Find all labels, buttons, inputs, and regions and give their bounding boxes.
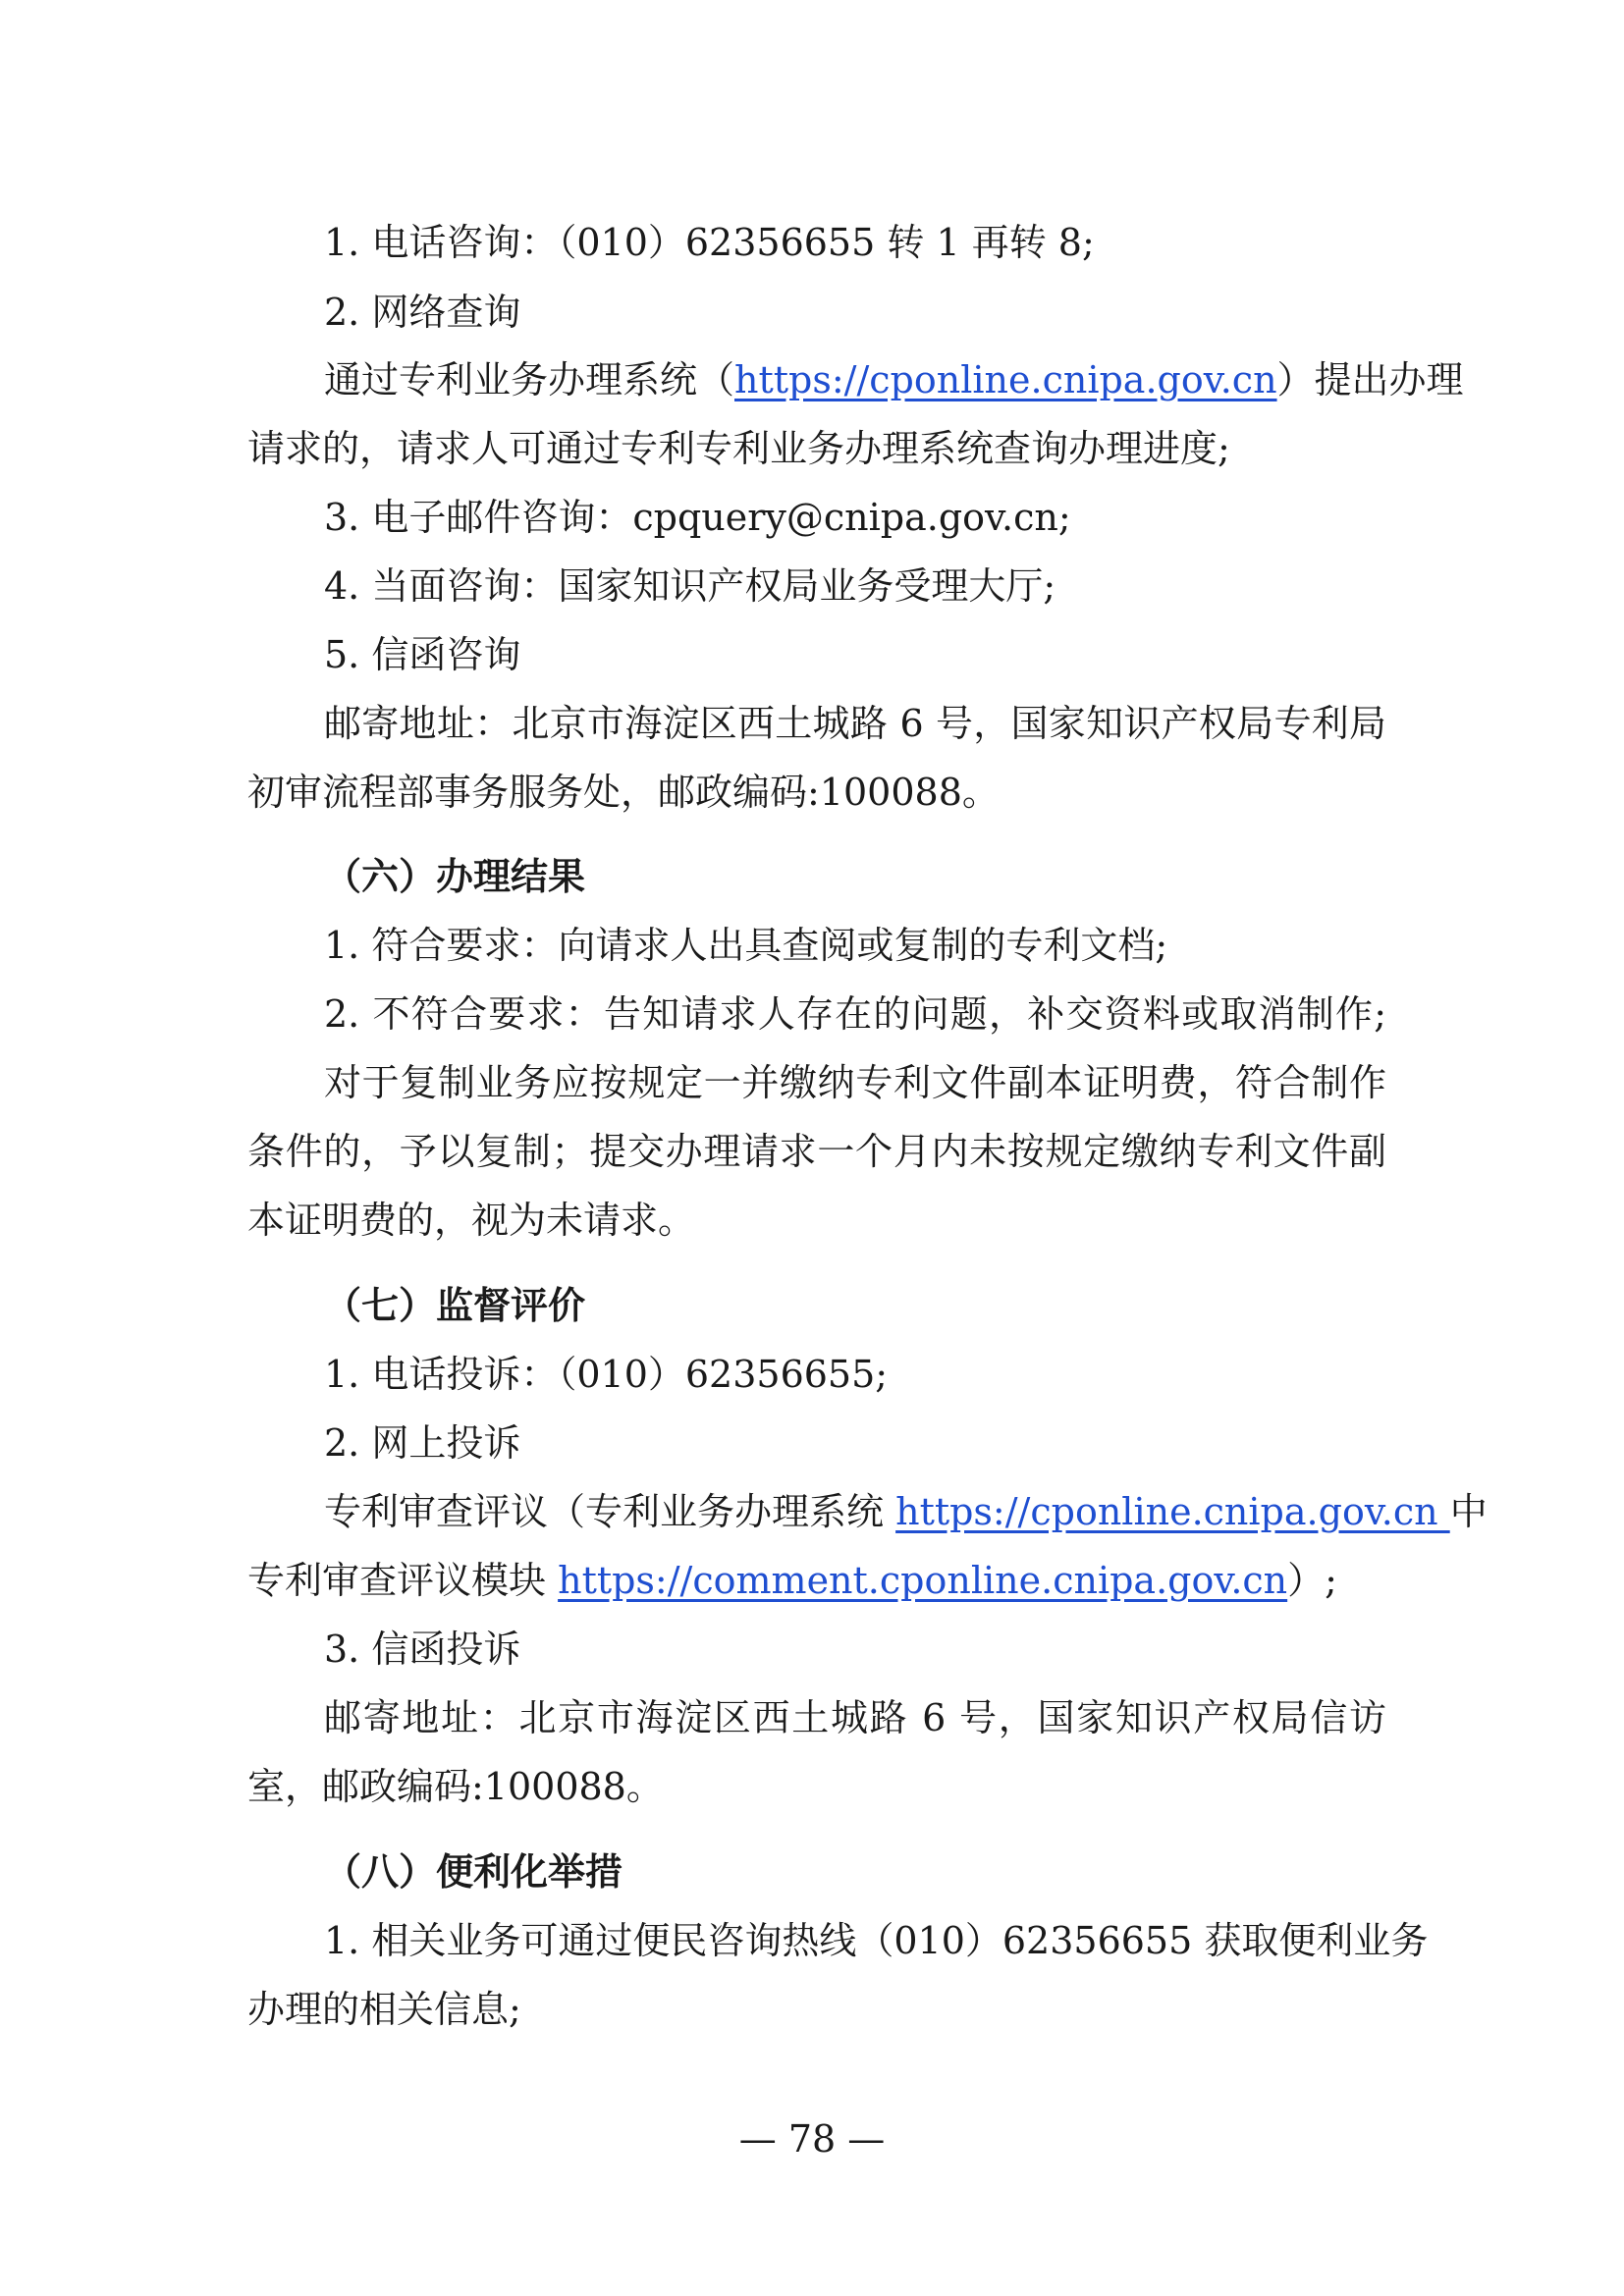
section-heading-result: （六）办理结果 xyxy=(324,855,586,898)
online-complaint-prefix: 专利审查评议（专利业务办理系统 xyxy=(324,1490,896,1533)
phone-complaint: 1. 电话投诉：（010）62356655; xyxy=(324,1353,889,1396)
letter-complaint-heading: 3. 信函投诉 xyxy=(324,1628,521,1671)
online-query-continued: 请求的，请求人可通过专利专利业务办理系统查询办理进度; xyxy=(247,427,1230,470)
result-compliant: 1. 符合要求：向请求人出具查阅或复制的专利文档; xyxy=(324,924,1168,967)
result-copy-note-continued: 条件的，予以复制；提交办理请求一个月内未按规定缴纳专利文件副 xyxy=(247,1130,1386,1173)
section-heading-convenience: （八）便利化举措 xyxy=(324,1850,623,1894)
convenience-hotline: 1. 相关业务可通过便民咨询热线（010）62356655 获取便利业务 xyxy=(324,1919,1429,1962)
letter-inquiry-heading: 5. 信函咨询 xyxy=(324,633,521,676)
cponline-complaint-link[interactable]: https://cponline.cnipa.gov.cn xyxy=(895,1490,1450,1533)
letter-inquiry-address-continued: 初审流程部事务服务处，邮政编码:100088。 xyxy=(247,771,1000,814)
online-complaint-suffix: 中 xyxy=(1449,1490,1488,1533)
result-noncompliant: 2. 不符合要求：告知请求人存在的问题，补交资料或取消制作; xyxy=(324,992,1386,1036)
letter-complaint-address-continued: 室，邮政编码:100088。 xyxy=(247,1765,664,1808)
result-copy-note-end: 本证明费的，视为未请求。 xyxy=(247,1199,696,1242)
in-person-inquiry: 4. 当面咨询：国家知识产权局业务受理大厅; xyxy=(324,564,1056,608)
review-module-prefix: 专利审查评议模块 xyxy=(247,1559,559,1602)
online-complaint-continued xyxy=(247,1546,1386,1615)
online-query-heading: 2. 网络查询 xyxy=(324,291,521,334)
online-query-suffix: ）提出办理 xyxy=(1276,358,1464,401)
letter-inquiry-address: 邮寄地址：北京市海淀区西土城路 6 号，国家知识产权局专利局 xyxy=(324,702,1386,745)
online-complaint-text xyxy=(324,1477,1488,1546)
online-complaint-heading: 2. 网上投诉 xyxy=(324,1421,521,1465)
email-inquiry: 3. 电子邮件咨询：cpquery@cnipa.gov.cn; xyxy=(324,496,1071,539)
review-module-suffix: ）; xyxy=(1287,1559,1337,1602)
convenience-hotline-continued: 办理的相关信息; xyxy=(247,1988,521,2031)
cponline-link[interactable]: https://cponline.cnipa.gov.cn xyxy=(734,358,1277,401)
section-heading-supervision: （七）监督评价 xyxy=(324,1284,586,1327)
result-copy-note: 对于复制业务应按规定一并缴纳专利文件副本证明费，符合制作 xyxy=(324,1061,1386,1104)
online-query-prefix: 通过专利业务办理系统（ xyxy=(324,358,735,401)
page-number: — 78 — xyxy=(738,2117,886,2161)
phone-inquiry: 1. 电话咨询：（010）62356655 转 1 再转 8; xyxy=(324,221,1095,264)
online-query-text xyxy=(324,346,1464,414)
comment-link[interactable]: https://comment.cponline.cnipa.gov.cn xyxy=(558,1559,1288,1602)
letter-complaint-address: 邮寄地址：北京市海淀区西土城路 6 号，国家知识产权局信访 xyxy=(324,1696,1386,1739)
